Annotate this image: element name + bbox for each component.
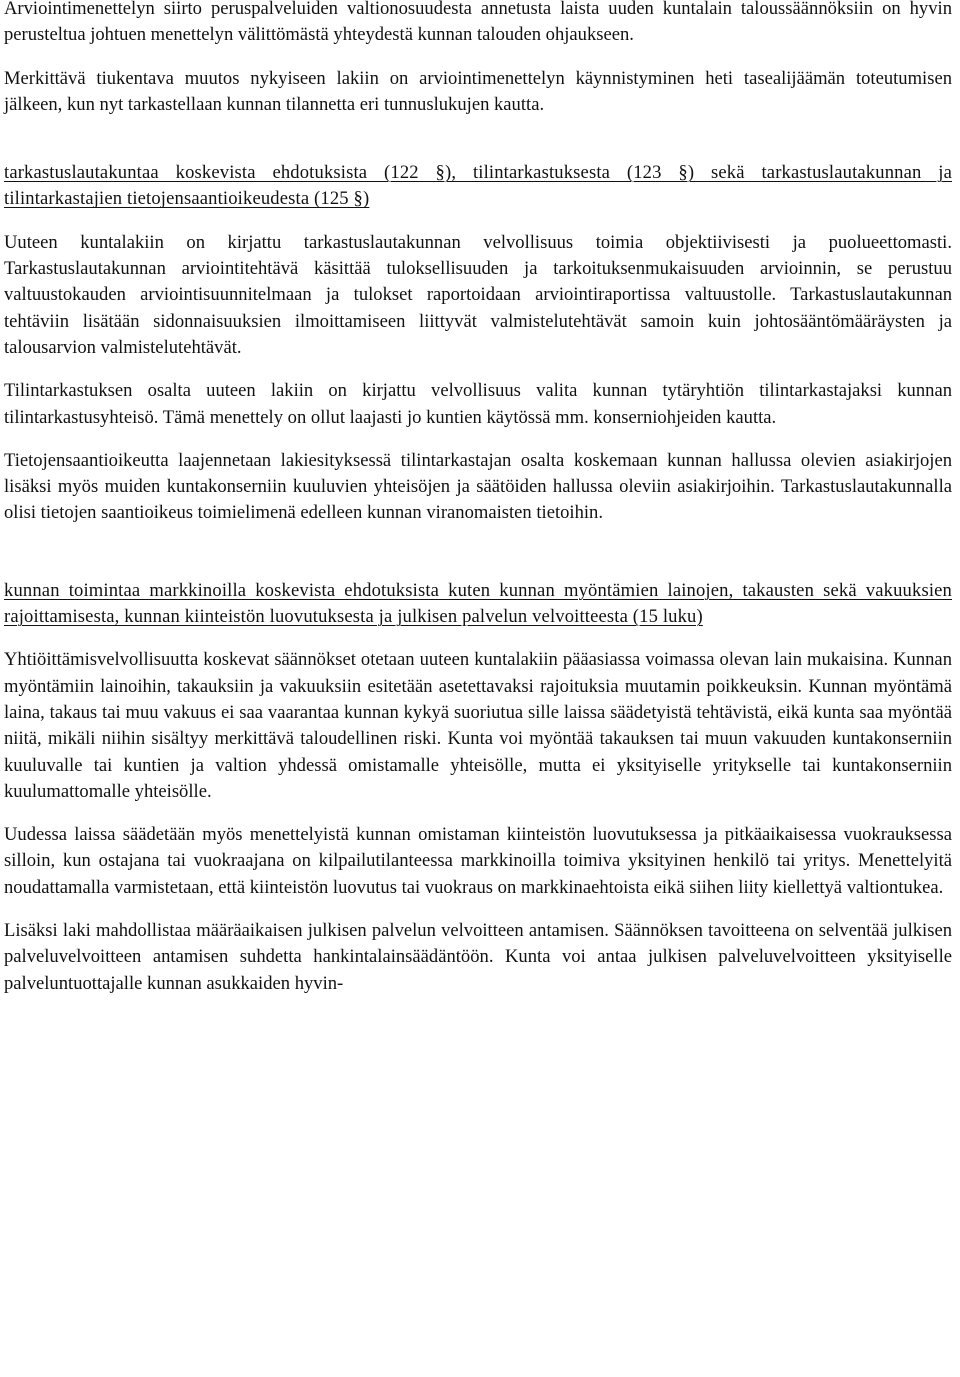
document-page [4, 0, 952, 997]
paragraph-public-service-obligation: Lisäksi laki mahdollistaa määräaikaisen julkisen palvelun velvoitteen antamisen. Säännöksen tavoitteena on selventää julkisen palveluvelvoitteen antamisen suhdetta hankintalainsäädäntöön. Kunta voi antaa julkisen palveluvelvoitteen yksityiselle palveluntuottajalle kunnan asukkaiden hyvin- [4, 920, 952, 994]
paragraph-assessment-trigger: Merkittävä tiukentava muutos nykyiseen lakiin on arviointimenettelyn käynnistyminen heti tasealijäämän toteutumisen jälkeen, kun nyt tarkastellaan kunnan tilannetta eri tunnuslukujen kautta. [4, 67, 952, 115]
paragraph-subsidiary-auditing: Tilintarkastuksen osalta uuteen lakiin on kirjattu velvollisuus valita kunnan tytäryhtiön tilintarkastajaksi kunnan tilintarkastusyhteisö. Tämä menettely on ollut laajasti jo kuntien käytössä mm. konserniohjeiden kautta. [4, 380, 952, 428]
section-heading-market-activity: kunnan toimintaa markkinoilla koskevista ehdotuksista kuten kunnan myöntämien lainojen, takausten sekä vakuuksien rajoittamisesta, kunnan kiinteistön luovutuksesta ja julkisen palvelun velvoitteesta (15 luku) [4, 579, 952, 628]
paragraph-loans-guarantees: Yhtiöittämisvelvollisuutta koskevat säännökset otetaan uuteen kuntalakiin pääasiassa voimassa olevan lain mukaisina. Kunnan myöntämiin lainoihin, takauksiin ja vakuuksiin esitetään asetettavaksi rajoituksia muutamin poikkeuksin. Kunnan myöntämä laina, takaus tai muu vakuus ei saa vaarantaa kunnan kykyä suoriutua sille laissa säädetyistä tehtävistä, eikä kunta saa myöntää niitä, mikäli niihin sisältyy merkittävä taloudellinen riski. Kunta voi myöntää takauksen tai muun vakuuden kuntakonserniin kuuluvalle tai kuntien ja valtion yhdessä omistamalle yhteisölle, mutta ei yksityiselle yritykselle tai kuntakonserniin kuulumattomalle yhteisölle. [4, 649, 952, 802]
section-heading-audit-committee: tarkastuslautakuntaa koskevista ehdotuksista (122 §), tilintarkastuksesta (123 §) sekä tarkastuslautakunnan ja tilintarkastajien tietojensaantioikeudesta (125 §) [4, 162, 952, 210]
paragraph-audit-committee-duties: Uuteen kuntalakiin on kirjattu tarkastuslautakunnan velvollisuus toimia objektiivisesti ja puolueettomasti. Tarkastuslautakunnan arviointitehtävä käsittää tuloksellisuuden ja tarkoituksenmukaisuuden arvioinnin, se perustuu valtuustokauden arviointisuunnitelmaan ja tulokset raportoidaan arviointiraportissa valtuustolle. Tarkastuslautakunnan tehtäviin lisätään sidonnaisuuksien ilmoittamiseen liittyvät valmistelutehtävät samoin kuin johtosääntömääräysten ja talousarvion valmistelutehtävät. [4, 231, 952, 358]
paragraph-assessment-procedure-transfer: Arviointimenettelyn siirto peruspalveluiden valtionosuudesta annetusta laista uuden kuntalain taloussäännöksiin on hyvin perusteltua johtuen menettelyn välittömästä yhteydestä kunnan talouden ohjaukseen. [4, 0, 952, 46]
paragraph-property-transfer: Uudessa laissa säädetään myös menettelyistä kunnan omistaman kiinteistön luovutuksessa ja pitkäaikaisessa vuokrauksessa silloin, kun ostajana tai vuokraajana on kilpailutilanteessa markkinoilla toimiva yksityinen henkilö tai yritys. Menettelyitä noudattamalla varmistetaan, että kiinteistön luovutus tai vuokraus on markkinaehtoista eikä siihen liity kiellettyä valtiontukea. [4, 824, 952, 898]
paragraph-information-access: Tietojensaantioikeutta laajennetaan lakiesityksessä tilintarkastajan osalta koskemaan kunnan hallussa olevien asiakirjojen lisäksi myös muiden kuntakonserniin kuuluvien yhteisöjen ja säätöiden hallussa oleviin asiakirjoihin. Tarkastuslautakunnalla olisi tietojen saantioikeus toimielimenä edelleen kunnan viranomaisten tietoihin. [4, 449, 952, 524]
